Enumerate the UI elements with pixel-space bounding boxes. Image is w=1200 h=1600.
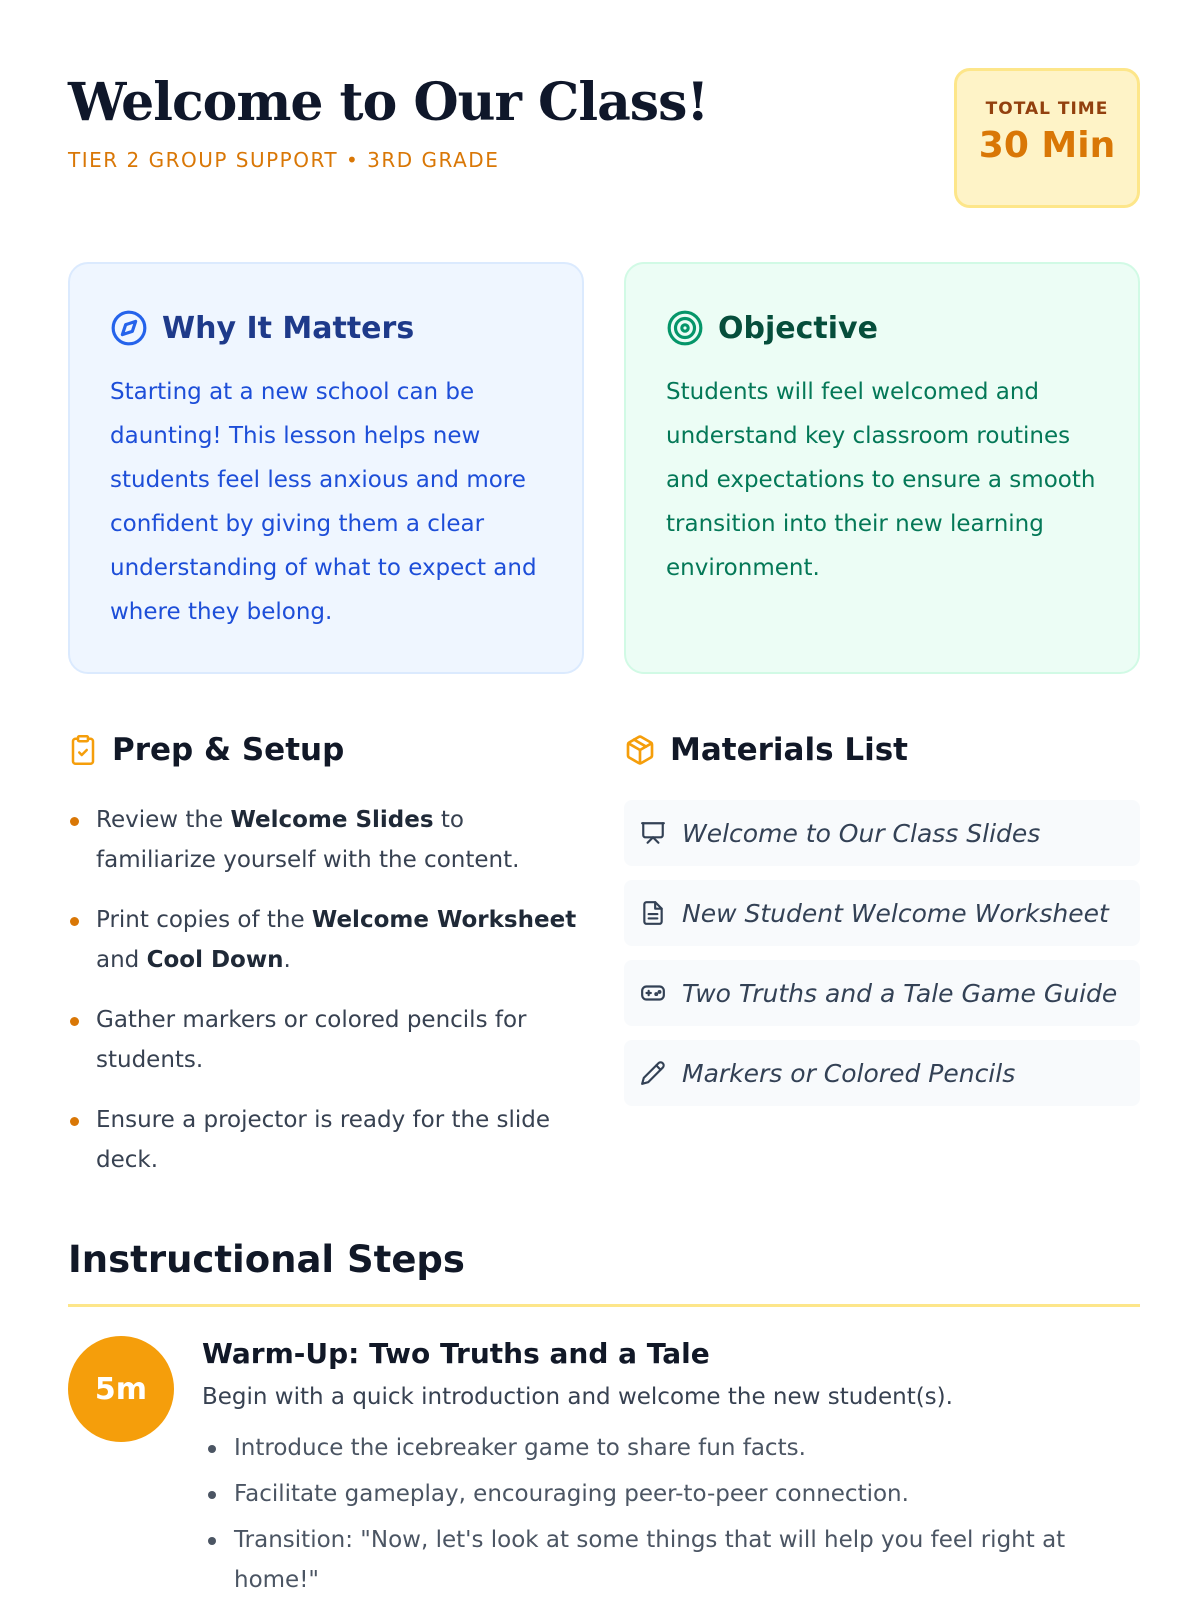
why-it-matters-text: Starting at a new school can be daunting! This lesson helps new students feel less anxious and more confident by giving them a clear understanding of what to expect and where they belong. — [110, 379, 537, 625]
materials-list — [624, 800, 1140, 1120]
clipboard-check-icon — [68, 733, 98, 767]
step-duration-badge: 5m — [68, 1336, 174, 1442]
step-description: Begin with a quick introduction and welcome the new student(s). — [202, 1384, 953, 1410]
step-bullet-list — [202, 1428, 1140, 1600]
material-label: New Student Welcome Worksheet — [682, 898, 1109, 928]
prep-item: Print copies of the Welcome Worksheet and Cool Down. — [68, 900, 588, 980]
package-icon — [624, 734, 656, 766]
gamepad-icon — [640, 980, 666, 1006]
step-bullet: Facilitate gameplay, encouraging peer-to-peer connection. — [202, 1474, 1140, 1514]
total-time-badge — [954, 68, 1140, 208]
materials-heading — [624, 728, 908, 772]
lesson-header — [68, 60, 1140, 210]
steps-divider — [68, 1304, 1140, 1307]
prep-item: Ensure a projector is ready for the slide deck. — [68, 1100, 588, 1180]
prep-setup-title: Prep & Setup — [112, 732, 345, 768]
document-icon — [640, 900, 666, 926]
objective-text: Students will feel welcomed and understand key classroom routines and expectations to ensure a smooth transition into their new learning environment. — [666, 379, 1096, 581]
page-subtitle: TIER 2 GROUP SUPPORT • 3RD GRADE — [68, 148, 500, 172]
step-bullet: Introduce the icebreaker game to share fun facts. — [202, 1428, 1140, 1468]
page-title: Welcome to Our Class! — [68, 72, 709, 133]
total-time-value: 30 Min — [978, 125, 1116, 166]
prep-item: Gather markers or colored pencils for students. — [68, 1000, 588, 1080]
presentation-icon — [640, 820, 666, 846]
why-it-matters-title: Why It Matters — [162, 310, 415, 346]
step-bullet: Transition: "Now, let's look at some things that will help you feel right at home!" — [202, 1520, 1140, 1600]
objective-card — [624, 262, 1140, 674]
materials-title: Materials List — [670, 732, 908, 768]
pencil-icon — [640, 1060, 666, 1086]
instructional-steps-title: Instructional Steps — [68, 1238, 465, 1281]
material-item[interactable] — [624, 880, 1140, 946]
step-title: Warm-Up: Two Truths and a Tale — [202, 1337, 710, 1370]
objective-title: Objective — [718, 310, 878, 346]
prep-list — [68, 800, 588, 1200]
material-item[interactable] — [624, 800, 1140, 866]
target-icon — [666, 309, 704, 347]
compass-icon — [110, 309, 148, 347]
prep-item: Review the Welcome Slides to familiarize yourself with the content. — [68, 800, 588, 880]
material-item[interactable] — [624, 960, 1140, 1026]
material-label: Welcome to Our Class Slides — [682, 818, 1041, 848]
prep-setup-heading — [68, 728, 344, 772]
total-time-label: TOTAL TIME — [985, 99, 1109, 119]
material-item[interactable] — [624, 1040, 1140, 1106]
material-label: Two Truths and a Tale Game Guide — [682, 978, 1118, 1008]
why-it-matters-card — [68, 262, 584, 674]
material-label: Markers or Colored Pencils — [682, 1058, 1016, 1088]
